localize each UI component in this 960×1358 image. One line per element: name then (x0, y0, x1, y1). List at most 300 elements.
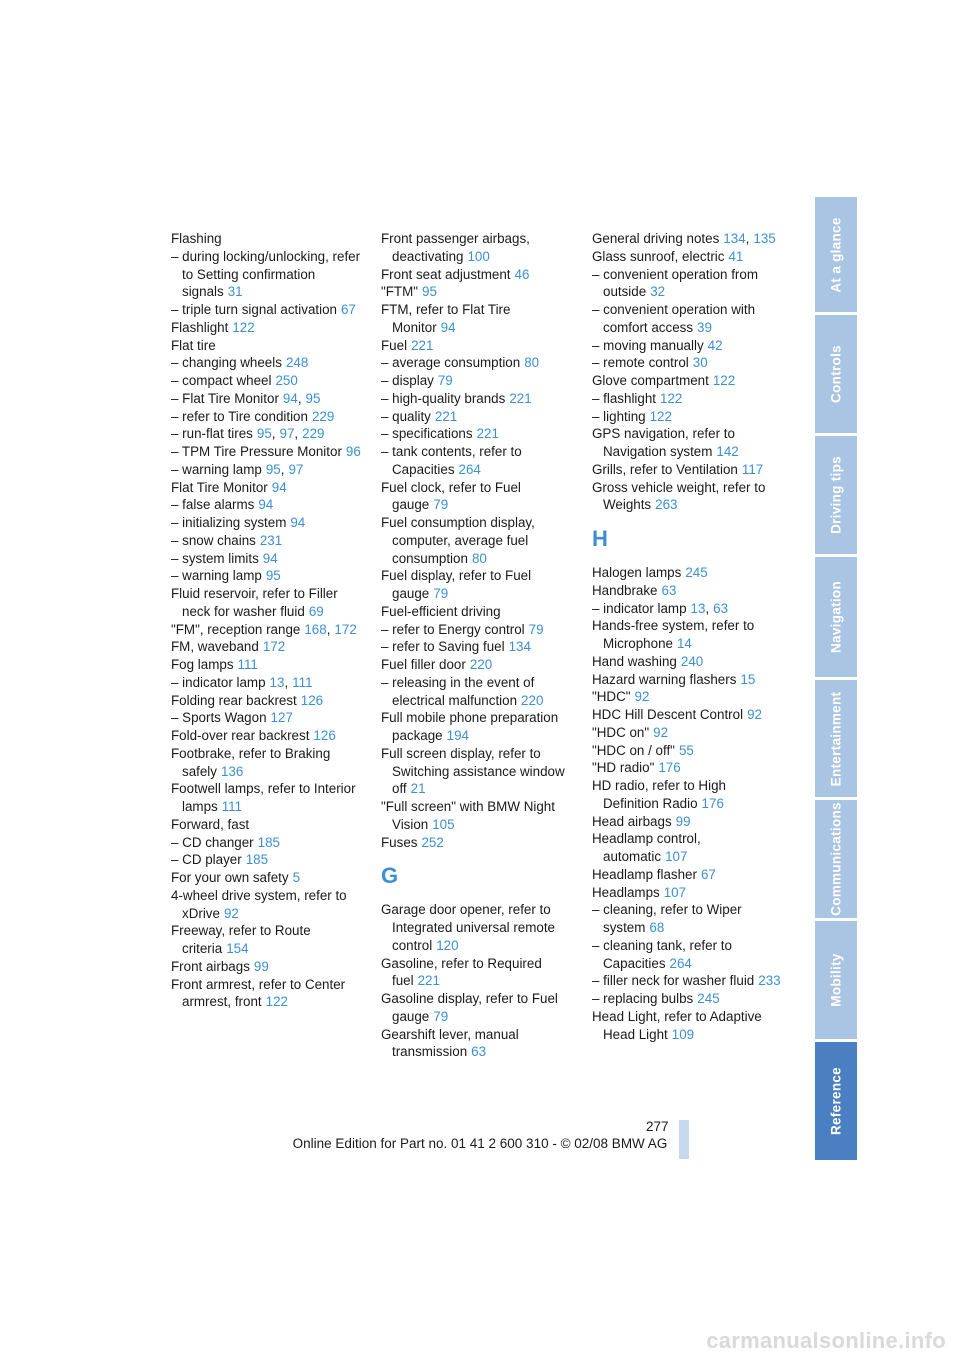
index-entry (592, 372, 784, 390)
index-entry-term: "Full screen" with BMW Night Vision (381, 799, 555, 832)
index-entry-term: – Sports Wagon (171, 710, 267, 726)
index-entry (171, 248, 363, 301)
index-entry (171, 319, 363, 337)
index-entry-term: Fluid reservoir, refer to Filler neck for washer fluid (171, 586, 338, 619)
page-link[interactable]: 14 (676, 636, 692, 651)
index-entry (381, 745, 573, 798)
index-entry (381, 656, 573, 674)
page-link[interactable]: 31 (227, 284, 243, 300)
index-entry-term: Front passenger airbags, deactivating (381, 231, 530, 264)
page-link[interactable]: 221 (417, 973, 440, 989)
page-link[interactable]: 111 (237, 657, 258, 672)
index-entry (381, 230, 573, 266)
index-entry-term: Front airbags (171, 958, 250, 974)
page-link[interactable]: 122 (265, 994, 288, 1010)
index-entry (592, 724, 784, 742)
index-entry-term: Front armrest, refer to Center armrest, front (171, 976, 346, 1010)
page-link[interactable]: 94 (440, 319, 456, 335)
page-separator: , (284, 674, 289, 690)
index-entry-term: – TPM Tire Pressure Monitor (171, 444, 342, 459)
page-link[interactable]: 240 (680, 653, 704, 669)
index-entry (171, 585, 363, 621)
page-link[interactable]: 117 (741, 461, 764, 477)
index-entry-term: Fuel consumption display, computer, average fuel consumption (381, 515, 535, 566)
page-link[interactable]: 67 (700, 866, 716, 882)
index-entry (592, 901, 784, 937)
page-link[interactable]: 46 (514, 266, 530, 282)
index-entry (592, 617, 784, 653)
index-entry (171, 443, 363, 461)
index-entry (592, 582, 784, 600)
index-entry (381, 1026, 573, 1062)
index-entry-term: GPS navigation, refer to Navigation system (592, 426, 735, 459)
page-link[interactable]: 63 (713, 600, 729, 616)
index-column-2 (381, 230, 573, 1061)
page-number: 277 (646, 1119, 669, 1134)
page-link[interactable]: 126 (300, 692, 324, 708)
index-entry-term: – CD changer (171, 834, 254, 850)
index-entry-term: – CD player (171, 852, 242, 868)
index-entry (171, 354, 363, 372)
letter-heading-g: G (381, 863, 399, 889)
index-entry-term: – run-flat tires (171, 426, 253, 442)
index-entry (592, 564, 784, 582)
page-link[interactable]: 95 (265, 461, 281, 477)
index-entry-term: Fuel clock, refer to Fuel gauge (381, 479, 521, 513)
index-entry (171, 301, 363, 319)
page-link[interactable]: 79 (433, 1008, 449, 1024)
page-link[interactable]: 94 (290, 515, 306, 530)
index-entry (171, 958, 363, 976)
index-entry (592, 759, 784, 777)
page-link[interactable]: 107 (665, 849, 688, 864)
index-entry (171, 337, 363, 355)
page-link[interactable]: 229 (311, 408, 335, 424)
index-entry (171, 461, 363, 479)
index-entry (171, 834, 363, 852)
index-entry-term: Fuel-efficient driving (381, 603, 501, 619)
index-entry-term: – false alarms (171, 497, 255, 513)
page-link[interactable]: 5 (292, 870, 301, 885)
index-entry (592, 301, 784, 337)
page-link[interactable]: 95 (305, 390, 321, 406)
index-entry-term: – indicator lamp (171, 674, 266, 690)
page-link[interactable]: 94 (258, 497, 274, 513)
page-link[interactable]: 142 (716, 444, 739, 459)
index-column-3 (592, 230, 784, 1043)
index-entry-term: FTM, refer to Flat Tire Monitor (381, 302, 511, 335)
page-link[interactable]: 231 (259, 532, 283, 548)
page-link[interactable]: 63 (471, 1044, 487, 1060)
index-entry-term: 4-wheel drive system, refer to xDrive (171, 887, 347, 921)
page-link[interactable]: 263 (655, 497, 678, 513)
index-entry-term: – refer to Saving fuel (381, 639, 505, 655)
index-entry (171, 922, 363, 958)
index-entry-term: – tank contents, refer to Capacities (381, 444, 522, 477)
page-link[interactable]: 80 (524, 355, 540, 371)
page-link[interactable]: 95 (256, 426, 272, 442)
page-link[interactable]: 13 (690, 600, 706, 616)
page-link[interactable]: 134 (508, 639, 531, 655)
page-link[interactable]: 220 (469, 657, 493, 672)
index-entry (592, 461, 784, 479)
page-link[interactable]: 111 (221, 799, 243, 814)
page-link[interactable]: 15 (740, 671, 756, 687)
page-link[interactable]: 41 (728, 248, 744, 264)
index-entry-term: For your own safety (171, 870, 289, 885)
index-entry (381, 567, 573, 603)
page-link[interactable]: 127 (270, 710, 293, 726)
page-link[interactable]: 220 (521, 692, 544, 708)
index-entry-term: Hands-free system, refer to Microphone (592, 618, 755, 651)
index-entry-term: – quality (381, 408, 431, 424)
index-entry (592, 884, 784, 902)
index-entry-term: Freeway, refer to Route criteria (171, 923, 311, 956)
index-entry-term: Fuel display, refer to Fuel gauge (381, 568, 532, 601)
index-entry (171, 496, 363, 514)
page-link[interactable]: 134 (723, 231, 746, 246)
index-entry-term: Gross vehicle weight, refer to Weights (592, 479, 766, 513)
index-entry (381, 955, 573, 991)
index-entry-term: Full screen display, refer to Switching assistance window off (381, 745, 565, 797)
page-link[interactable]: 92 (223, 905, 239, 921)
index-entry (171, 727, 363, 745)
letter-heading-h: H (592, 526, 608, 551)
section-tab-label: At a glance (828, 216, 844, 293)
page-separator: , (745, 231, 750, 246)
index-entry-term: – cleaning tank, refer to Capacities (592, 937, 732, 971)
page-link[interactable]: 122 (660, 390, 683, 406)
index-entry (592, 937, 784, 973)
section-tabs-sidebar (815, 197, 857, 1163)
page-separator: , (297, 390, 302, 406)
page-link[interactable]: 122 (712, 373, 736, 388)
page-link[interactable]: 30 (692, 355, 708, 371)
page-link[interactable]: 79 (433, 586, 449, 601)
index-entry (592, 866, 784, 884)
page-link[interactable]: 221 (476, 426, 499, 442)
index-entry (171, 621, 363, 639)
page-link[interactable]: 245 (685, 565, 708, 580)
page-link[interactable]: 135 (753, 231, 776, 246)
index-entry (592, 777, 784, 813)
index-entry (381, 514, 573, 567)
index-entry-term: Fuses (381, 834, 418, 850)
index-entry (171, 816, 363, 834)
index-entry (171, 390, 363, 408)
index-entry-term: Flat Tire Monitor (171, 479, 268, 495)
page-link[interactable]: 55 (678, 742, 694, 758)
index-entry-term: Gearshift lever, manual transmission (381, 1026, 519, 1060)
section-tab-mobility[interactable] (815, 921, 857, 1039)
index-entry-term: General driving notes (592, 231, 720, 246)
index-entry (592, 337, 784, 355)
section-tab-label: Communications (828, 802, 844, 916)
page-link[interactable]: 185 (257, 834, 280, 850)
index-entry-term: Glove compartment (592, 373, 709, 388)
index-entry (381, 479, 573, 515)
index-entry (592, 653, 784, 671)
index-entry (381, 709, 573, 745)
page-link[interactable]: 97 (279, 426, 295, 442)
index-entry-term: – filler neck for washer fluid (592, 973, 755, 989)
page-link[interactable]: 94 (282, 390, 298, 406)
index-entry (592, 600, 784, 618)
index-entry-term: – warning lamp (171, 461, 262, 477)
page-link[interactable]: 69 (308, 603, 324, 619)
index-entry-term: Flashlight (171, 319, 229, 335)
page-link[interactable]: 245 (697, 991, 720, 1006)
index-entry (381, 603, 573, 621)
section-tab-label: Entertainment (828, 691, 844, 786)
page-link[interactable]: 94 (262, 550, 278, 566)
index-entry (592, 706, 784, 724)
page-link[interactable]: 264 (669, 955, 692, 971)
footer-text: Online Edition for Part no. 01 41 2 600 310 - © 02/08 BMW AG (292, 1136, 668, 1151)
index-column-1 (171, 230, 363, 1011)
section-tab-label: Driving tips (828, 456, 844, 534)
page-link[interactable]: 221 (509, 390, 532, 406)
index-entry-term: Fuel filler door (381, 657, 466, 672)
page-link[interactable]: 176 (701, 795, 724, 811)
page-separator: , (705, 600, 710, 616)
page-link[interactable]: 96 (345, 444, 361, 459)
index-entry-term: – triple turn signal activation (171, 302, 337, 317)
index-entry (381, 266, 573, 284)
page-link[interactable]: 95 (265, 568, 281, 584)
index-entry (592, 266, 784, 302)
page-link[interactable]: 111 (292, 674, 313, 690)
index-entry (592, 230, 784, 248)
index-entry-term: Halogen lamps (592, 565, 682, 580)
page-link[interactable]: 79 (528, 621, 544, 637)
index-entry (592, 248, 784, 266)
page-link[interactable]: 97 (288, 461, 304, 477)
index-entry (381, 372, 573, 390)
page-link[interactable]: 107 (663, 884, 687, 900)
index-entry-term: Front seat adjustment (381, 266, 511, 282)
index-entry (381, 354, 573, 372)
index-entry (592, 972, 784, 990)
page-link[interactable]: 13 (269, 674, 285, 690)
section-tab-controls[interactable] (815, 315, 857, 433)
page-link[interactable]: 92 (634, 689, 650, 705)
index-entry-term: – refer to Energy control (381, 621, 525, 637)
page-link[interactable]: 154 (226, 941, 249, 956)
index-entry-term: "HD radio" (592, 760, 655, 776)
page-link[interactable]: 95 (422, 284, 437, 300)
page-link[interactable]: 94 (271, 479, 287, 495)
index-entry (381, 408, 573, 426)
page-separator: , (294, 426, 299, 442)
page-link[interactable]: 21 (410, 781, 426, 797)
page-link[interactable]: 63 (661, 582, 677, 598)
page-link[interactable]: 42 (707, 337, 723, 353)
page-link[interactable]: 172 (262, 639, 286, 655)
index-entry (171, 425, 363, 443)
section-tab-label: Mobility (828, 953, 844, 1007)
page-link[interactable]: 233 (758, 973, 781, 989)
index-entry-term: "HDC on" (592, 724, 650, 740)
index-entry-term: Head Light, refer to Adaptive Head Light (592, 1008, 762, 1042)
index-entry (171, 567, 363, 585)
index-entry (592, 354, 784, 372)
index-entry-term: Flashing (171, 231, 222, 246)
page-link[interactable]: 221 (411, 337, 434, 353)
index-entry (381, 638, 573, 656)
index-entry-term: Garage door opener, refer to Integrated universal remote control (381, 902, 556, 953)
page-link[interactable]: 221 (434, 408, 458, 424)
index-entry (381, 443, 573, 479)
page-link[interactable]: 99 (675, 813, 691, 829)
page-separator: , (326, 621, 331, 637)
index-entry (592, 671, 784, 689)
index-entry-term: – compact wheel (171, 373, 272, 388)
index-entry-term: HDC Hill Descent Control (592, 707, 744, 722)
index-entry (171, 532, 363, 550)
page-link[interactable]: 100 (467, 248, 490, 264)
index-entry-term: – changing wheels (171, 355, 282, 371)
index-entry (381, 990, 573, 1026)
index-entry-term: Forward, fast (171, 816, 250, 832)
index-entry-term: – specifications (381, 426, 473, 442)
page-link[interactable]: 99 (253, 958, 269, 974)
index-entry-term: "FTM" (381, 284, 419, 300)
index-entry-term: Gasoline, refer to Required fuel (381, 955, 542, 989)
section-tab-label: Reference (828, 1067, 844, 1135)
index-entry-term: Headlamps (592, 884, 660, 900)
index-entry-term: – remote control (592, 355, 689, 371)
index-entry-term: – replacing bulbs (592, 991, 694, 1006)
index-entry (171, 780, 363, 816)
section-tab-at-a-glance[interactable] (815, 197, 857, 312)
index-entry (171, 692, 363, 710)
page-link[interactable]: 185 (245, 852, 269, 868)
index-entry-term: – display (381, 373, 434, 388)
page-link[interactable]: 250 (275, 373, 298, 388)
index-entry (381, 390, 573, 408)
page-link[interactable]: 68 (649, 920, 665, 935)
index-entry (171, 709, 363, 727)
index-entry-term: "HDC on / off" (592, 742, 675, 758)
page-link[interactable]: 79 (437, 373, 453, 388)
page-link[interactable]: 67 (340, 302, 356, 317)
page-link[interactable]: 92 (653, 724, 669, 740)
index-entry-term: – snow chains (171, 532, 256, 548)
index-entry-term: "HDC" (592, 689, 631, 705)
section-tab-communications[interactable] (815, 800, 857, 918)
page-link[interactable]: 176 (658, 760, 681, 776)
index-entry (381, 337, 573, 355)
index-entry-term: – cleaning, refer to Wiper system (592, 902, 742, 935)
index-entry (171, 745, 363, 781)
index-entry (381, 301, 573, 337)
index-entry (171, 656, 363, 674)
index-entry-term: Handbrake (592, 582, 658, 598)
index-entry (592, 813, 784, 831)
page-separator: , (280, 461, 285, 477)
index-entry (592, 830, 784, 866)
page-link[interactable]: 122 (649, 408, 672, 424)
page-link[interactable]: 172 (334, 621, 357, 637)
page-link[interactable]: 248 (285, 355, 309, 371)
section-tab-driving-tips[interactable] (815, 436, 857, 554)
index-entry (592, 425, 784, 461)
index-entry-term: – convenient operation with comfort access (592, 302, 756, 335)
page-link[interactable]: 92 (747, 707, 762, 722)
page-link[interactable]: 109 (671, 1026, 695, 1042)
index-entry (592, 479, 784, 515)
index-entry (171, 869, 363, 887)
index-entry-term: HD radio, refer to High Definition Radio (592, 778, 726, 811)
section-tab-navigation[interactable] (815, 557, 857, 677)
index-entry (592, 688, 784, 706)
index-entry (381, 283, 573, 301)
index-entry (592, 390, 784, 408)
index-entry (381, 798, 573, 834)
index-entry-term: Headlamp flasher (592, 866, 697, 882)
index-entry-term: Footwell lamps, refer to Interior lamps (171, 781, 356, 814)
page-link[interactable]: 229 (302, 426, 325, 442)
page-link[interactable]: 252 (421, 834, 444, 850)
index-entry (171, 514, 363, 532)
page-link[interactable]: 168 (304, 621, 327, 637)
page-link[interactable]: 122 (232, 319, 255, 335)
index-entry (381, 425, 573, 443)
index-entry (171, 550, 363, 568)
index-entry-term: Gasoline display, refer to Fuel gauge (381, 991, 558, 1024)
index-entry (171, 638, 363, 656)
index-entry-term: Full mobile phone preparation package (381, 710, 559, 743)
index-entry (171, 851, 363, 869)
page-link[interactable]: 194 (446, 728, 469, 743)
page-link[interactable]: 120 (436, 937, 459, 953)
page-link[interactable]: 136 (220, 763, 244, 779)
index-entry (592, 408, 784, 426)
index-entry-term: "FM", reception range (171, 621, 301, 637)
section-tab-label: Controls (828, 345, 844, 403)
page-link[interactable]: 79 (433, 497, 449, 513)
index-entry-term: Hazard warning flashers (592, 671, 737, 687)
index-entry-term: – initializing system (171, 515, 287, 530)
page-link[interactable]: 32 (650, 284, 666, 300)
index-entry-term: – system limits (171, 550, 259, 566)
index-entry-term: – average consumption (381, 355, 521, 371)
section-tab-entertainment[interactable] (815, 680, 857, 797)
index-entry (592, 1008, 784, 1044)
index-entry-term: Grills, refer to Ventilation (592, 461, 738, 477)
page-link[interactable]: 264 (458, 461, 481, 477)
page-link[interactable]: 39 (697, 319, 712, 335)
index-entry (171, 887, 363, 923)
index-entry (171, 674, 363, 692)
index-entry-term: Fold-over rear backrest (171, 728, 310, 743)
index-entry-term: – Flat Tire Monitor (171, 390, 279, 406)
index-entry-term: Fuel (381, 337, 408, 353)
page-link[interactable]: 126 (313, 728, 336, 743)
index-entry-term: Head airbags (592, 813, 672, 829)
index-entry-term: – refer to Tire condition (171, 408, 308, 424)
index-entry (592, 742, 784, 760)
index-entry (171, 479, 363, 497)
index-entry-term: Hand washing (592, 653, 677, 669)
index-entry-term: – during locking/unlocking, refer to Setting confirmation signals (171, 248, 361, 300)
index-entry-term: Headlamp control, automatic (592, 831, 701, 864)
page-link[interactable]: 105 (432, 816, 455, 832)
section-tab-label: Navigation (828, 580, 844, 654)
index-entry (381, 621, 573, 639)
page-link[interactable]: 80 (471, 550, 487, 566)
